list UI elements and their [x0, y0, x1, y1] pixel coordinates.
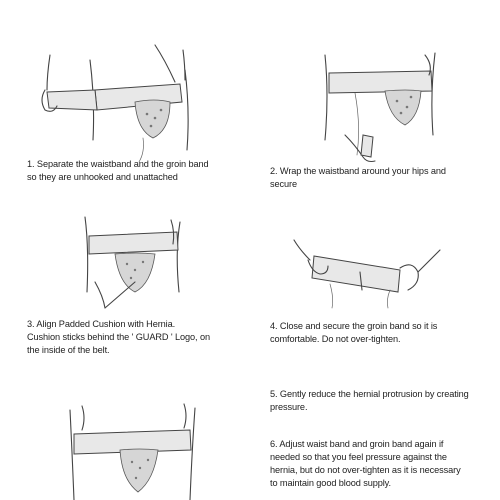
- step-5-line-1: 5. Gently reduce the hernial protrusion by creating: [270, 389, 469, 399]
- step-2-illustration: [315, 45, 450, 170]
- step-1-illustration: [35, 40, 210, 165]
- step-3-line-1: 3. Align Padded Cushion with Hernia.: [27, 319, 176, 329]
- step-6-line-2: needed so that you feel pressure against the: [270, 452, 447, 462]
- step-6-line-4: to maintain good blood supply.: [270, 478, 391, 488]
- step-1-line-1: 1. Separate the waistband and the groin band: [27, 159, 209, 169]
- step-1-caption: [27, 158, 257, 184]
- step-6-line-1: 6. Adjust waist band and groin band again if: [270, 439, 444, 449]
- step-4-illustration: [290, 220, 445, 310]
- step-2-caption: [270, 165, 490, 191]
- step-1-line-2: so they are unhooked and unattached: [27, 172, 178, 182]
- step-2-line-2: secure: [270, 179, 297, 189]
- step-6-caption: [270, 438, 495, 490]
- step-3-illustration: [75, 212, 190, 314]
- step-4-line-2: comfortable. Do not over-tighten.: [270, 334, 401, 344]
- step-2-line-1: 2. Wrap the waistband around your hips and: [270, 166, 446, 176]
- step-3-caption: [27, 318, 257, 357]
- step-5-caption: [270, 388, 495, 414]
- step-6-illustration: [60, 400, 205, 500]
- step-6-line-3: hernia, but do not over-tighten as it is necessary: [270, 465, 461, 475]
- step-4-caption: [270, 320, 490, 346]
- step-3-line-3: the inside of the belt.: [27, 345, 110, 355]
- step-5-line-2: pressure.: [270, 402, 308, 412]
- step-3-line-2: Cushion sticks behind the ' GUARD ' Logo, on: [27, 332, 210, 342]
- step-4-line-1: 4. Close and secure the groin band so it is: [270, 321, 438, 331]
